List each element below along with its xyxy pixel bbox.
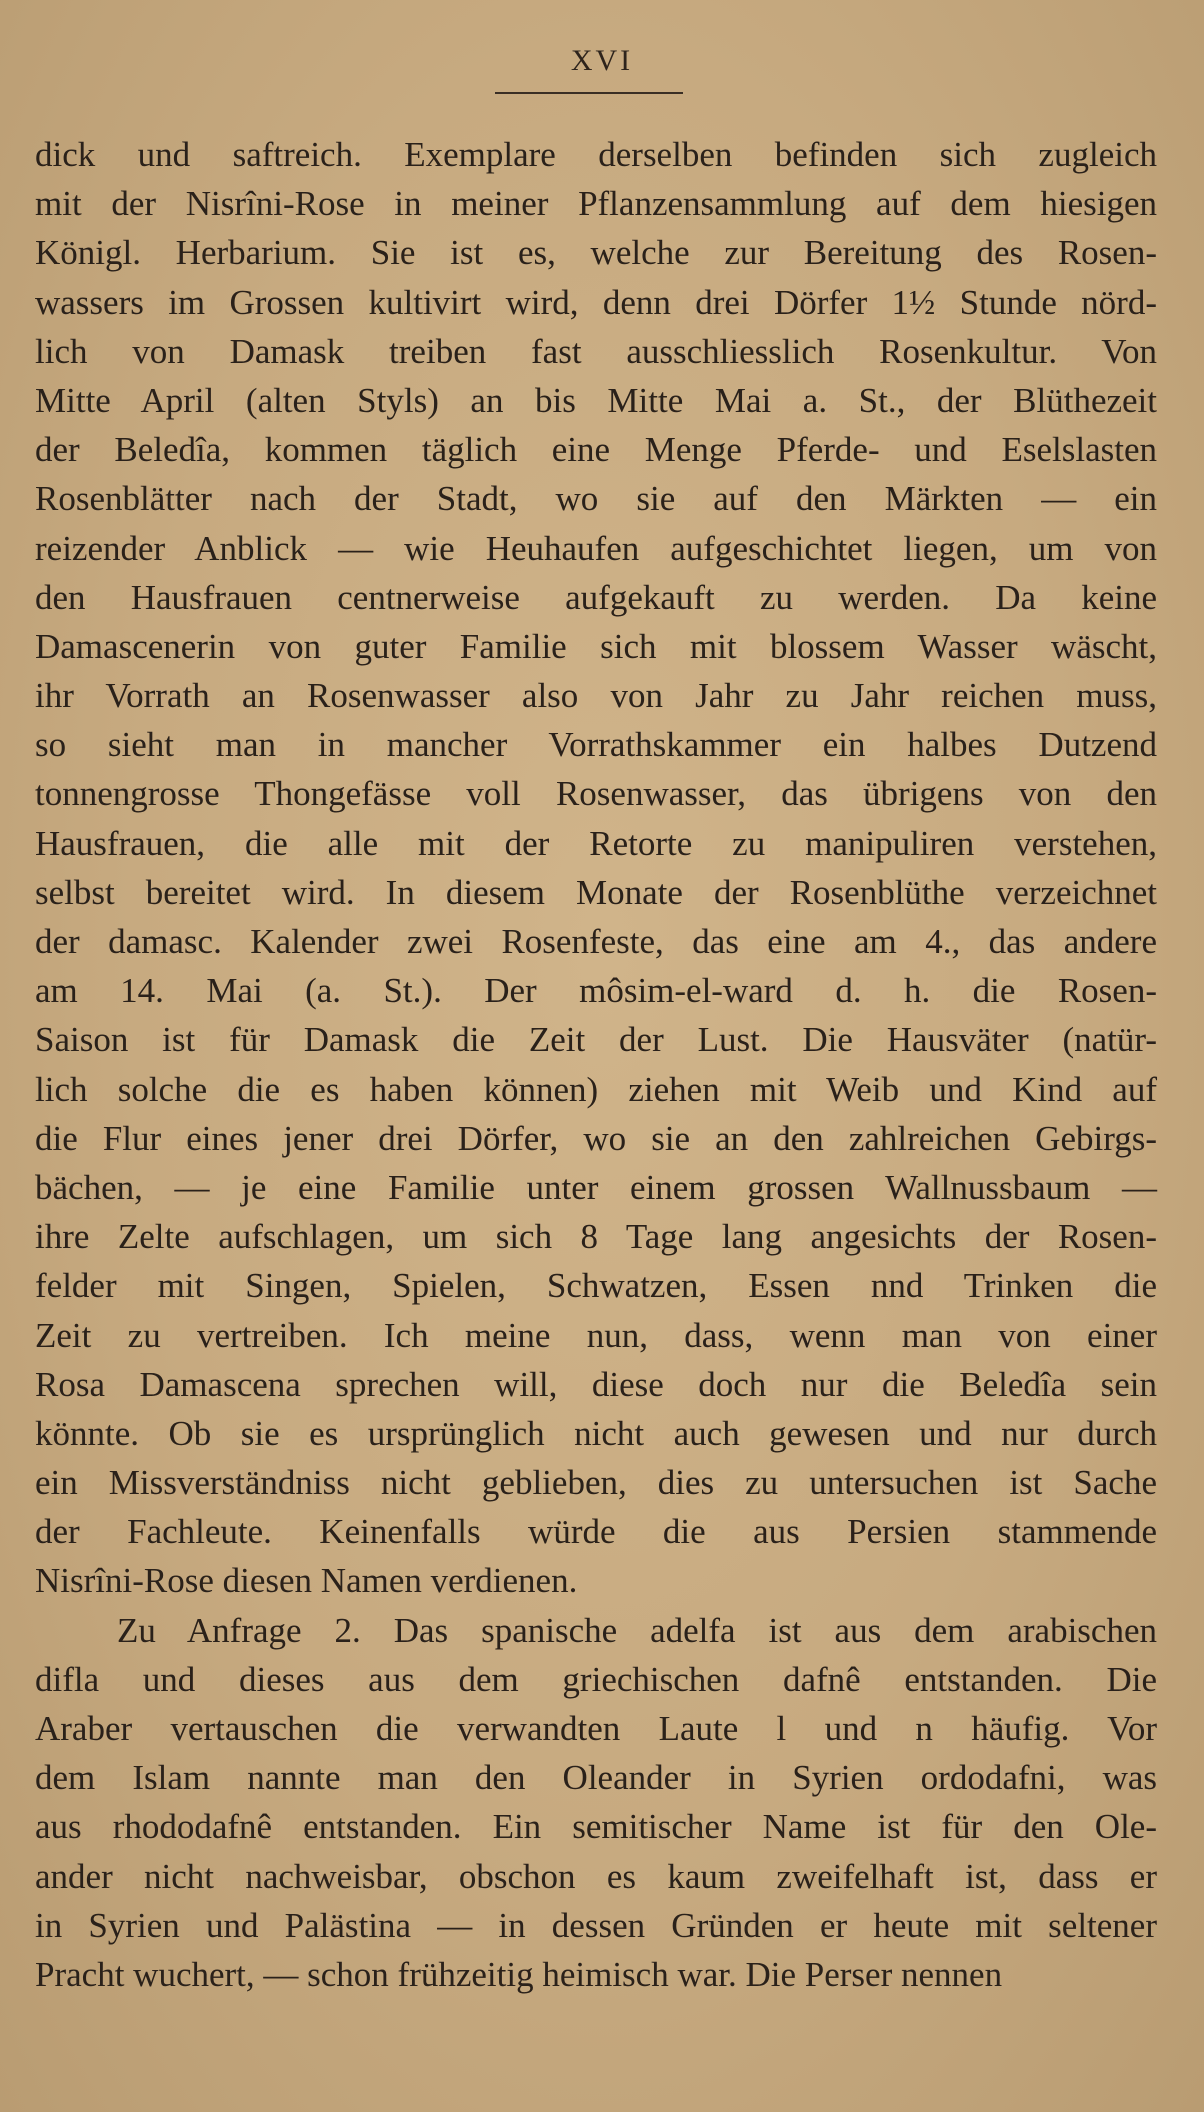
- text-line: dem Islam nannte man den Oleander in Syrien ordodafni, was: [35, 1758, 1157, 1798]
- text-line: Damascenerin von guter Familie sich mit blossem Wasser wäscht,: [35, 626, 1157, 666]
- text-line: Nisrîni-Rose diesen Namen verdienen.: [35, 1561, 578, 1601]
- text-line: bächen, — je eine Familie unter einem grossen Wallnussbaum —: [35, 1167, 1157, 1207]
- text-line: Araber vertauschen die verwandten Laute l und n häufig. Vor: [35, 1709, 1157, 1748]
- body-text: [35, 130, 1157, 1999]
- text-line: in Syrien und Palästina — in dessen Gründen er heute mit seltener: [35, 1905, 1157, 1945]
- paragraph: [35, 1606, 1157, 2000]
- header-rule: [495, 92, 683, 94]
- text-line: der Beledîa, kommen täglich eine Menge Pferde- und Eselslasten: [35, 430, 1157, 470]
- text-line: Hausfrauen, die alle mit der Retorte zu manipuliren verstehen,: [35, 823, 1157, 863]
- text-line: Königl. Herbarium. Sie ist es, welche zur Bereitung des Rosen-: [35, 233, 1157, 273]
- text-line: der damasc. Kalender zwei Rosenfeste, das eine am 4., das andere: [35, 922, 1157, 961]
- page-number: XVI: [570, 44, 634, 77]
- text-line: die Flur eines jener drei Dörfer, wo sie an den zahlreichen Gebirgs-: [35, 1118, 1157, 1158]
- text-line: könnte. Ob sie es ursprünglich nicht auch gewesen und nur durch: [35, 1413, 1157, 1453]
- text-line: wassers im Grossen kultivirt wird, denn drei Dörfer 1½ Stunde nörd-: [35, 282, 1157, 322]
- paragraph-container: [35, 130, 1157, 1999]
- text-line: Pracht wuchert, — schon frühzeitig heimisch war. Die Perser nennen: [35, 1954, 1003, 1994]
- text-line: so sieht man in mancher Vorrathskammer ein halbes Dutzend: [35, 725, 1157, 765]
- text-line: ander nicht nachweisbar, obschon es kaum zweifelhaft ist, dass er: [35, 1856, 1157, 1896]
- text-line: am 14. Mai (a. St.). Der môsim-el-ward d. h. die Rosen-: [35, 971, 1157, 1011]
- text-line: der Fachleute. Keinenfalls würde die aus Persien stammende: [35, 1512, 1157, 1552]
- text-line: den Hausfrauen centnerweise aufgekauft zu werden. Da keine: [35, 577, 1157, 617]
- text-line: reizender Anblick — wie Heuhaufen aufgeschichtet liegen, um von: [35, 528, 1157, 568]
- text-line: felder mit Singen, Spielen, Schwatzen, Essen nnd Trinken die: [35, 1266, 1157, 1306]
- text-line: Zeit zu vertreiben. Ich meine nun, dass, wenn man von einer: [35, 1315, 1157, 1355]
- paragraph: [35, 130, 1157, 1606]
- text-line: Rosenblätter nach der Stadt, wo sie auf den Märkten — ein: [35, 479, 1157, 519]
- text-line: lich von Damask treiben fast ausschliesslich Rosenkultur. Von: [35, 331, 1157, 371]
- text-line: mit der Nisrîni-Rose in meiner Pflanzensammlung auf dem hiesigen: [35, 184, 1157, 224]
- text-line: Rosa Damascena sprechen will, diese doch nur die Beledîa sein: [35, 1364, 1157, 1404]
- text-line: tonnengrosse Thongefässe voll Rosenwasser, das übrigens von den: [35, 774, 1157, 814]
- text-line: lich solche die es haben können) ziehen mit Weib und Kind auf: [35, 1069, 1157, 1109]
- text-line: ihre Zelte aufschlagen, um sich 8 Tage lang angesichts der Rosen-: [35, 1217, 1157, 1257]
- text-line: Mitte April (alten Styls) an bis Mitte Mai a. St., der Blüthezeit: [35, 380, 1157, 420]
- text-line: Zu Anfrage 2. Das spanische adelfa ist aus dem arabischen: [117, 1610, 1157, 1650]
- text-line: Saison ist für Damask die Zeit der Lust. Die Hausväter (natür-: [35, 1020, 1157, 1060]
- text-line: difla und dieses aus dem griechischen dafnê entstanden. Die: [35, 1659, 1157, 1699]
- text-line: selbst bereitet wird. In diesem Monate der Rosenblüthe verzeichnet: [35, 872, 1157, 912]
- text-line: dick und saftreich. Exemplare derselben befinden sich zugleich: [35, 135, 1157, 174]
- text-line: ihr Vorrath an Rosenwasser also von Jahr zu Jahr reichen muss,: [35, 676, 1157, 716]
- page-header: [0, 44, 1204, 78]
- text-line: ein Missverständniss nicht geblieben, dies zu untersuchen ist Sache: [35, 1463, 1157, 1503]
- text-line: aus rhododafnê entstanden. Ein semitischer Name ist für den Ole-: [35, 1807, 1157, 1847]
